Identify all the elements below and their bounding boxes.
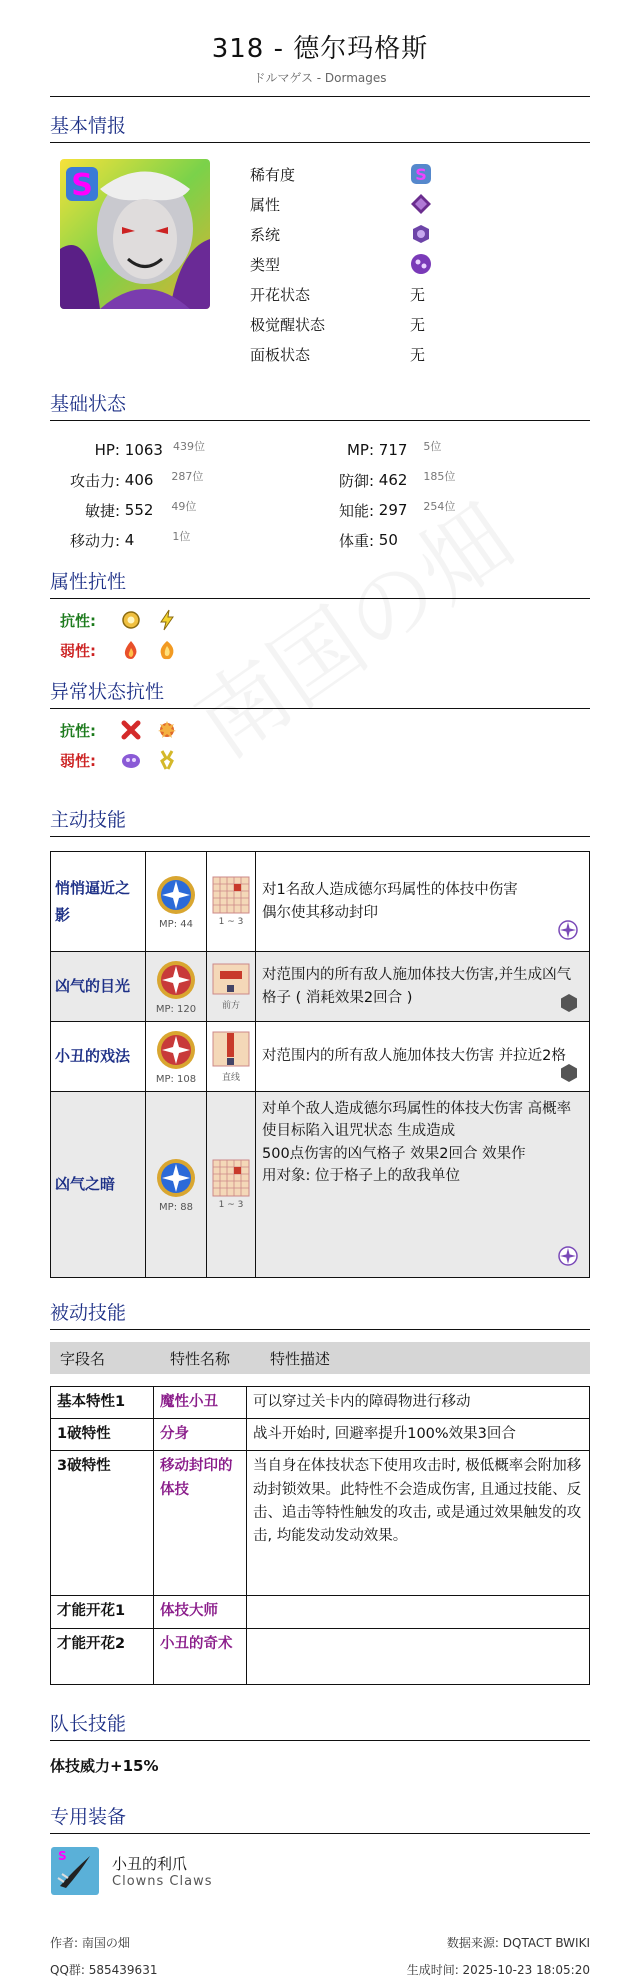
passive-row: 才能开花2 小丑的奇术 bbox=[51, 1628, 590, 1684]
monster-portrait bbox=[60, 159, 210, 309]
active-skill-table bbox=[50, 851, 590, 1278]
section-active-skills: 主动技能 bbox=[50, 805, 590, 837]
section-leader-skill: 队长技能 bbox=[50, 1709, 590, 1741]
attack-type-icon bbox=[557, 1245, 579, 1267]
header bbox=[50, 0, 590, 86]
skill-desc: 对1名敌人造成德尔玛属性的体技中伤害 偶尔使其移动封印 bbox=[256, 852, 590, 952]
elem-resist-row: 抗性: bbox=[60, 605, 590, 635]
stat-mp: MP: 717 5位 bbox=[346, 440, 442, 459]
svg-text:S: S bbox=[71, 168, 93, 203]
elem-res bbox=[50, 605, 590, 665]
footer-row-2 bbox=[50, 1961, 590, 1978]
stat-movement: 移动力: 4 1位 bbox=[69, 530, 191, 550]
skill-name: 凶气的目光 bbox=[51, 952, 146, 1022]
stat-attack: 攻击力: 406 287位 bbox=[69, 470, 204, 490]
divider bbox=[50, 96, 590, 97]
compass-blue-icon bbox=[155, 874, 197, 916]
range-grid-icon bbox=[212, 876, 250, 914]
skill-name: 小丑的戏法 bbox=[51, 1022, 146, 1092]
skill-name: 凶气之暗 bbox=[51, 1092, 146, 1278]
stat-weight: 体重: 50 bbox=[338, 531, 398, 550]
compass-blue-icon bbox=[155, 1157, 197, 1199]
lightning-element-icon bbox=[156, 609, 178, 631]
prop-bloom: 开花状态 无 bbox=[250, 285, 426, 304]
skill-range-cell: 1 ~ 3 bbox=[207, 852, 256, 952]
footer-row-1 bbox=[50, 1934, 590, 1951]
confuse-icon bbox=[156, 719, 178, 741]
passive-table bbox=[50, 1386, 590, 1685]
stat-intelligence: 知能: 297 254位 bbox=[338, 500, 456, 520]
stat-agility: 敏捷: 552 49位 bbox=[84, 500, 197, 520]
skill-row bbox=[51, 952, 590, 1022]
section-equipment: 专用装备 bbox=[50, 1802, 590, 1834]
section-elem-res: 属性抗性 bbox=[50, 567, 590, 599]
equipment-name-en: Clowns Claws bbox=[112, 1873, 213, 1889]
header-desc: 特性描述 bbox=[270, 1349, 331, 1368]
passive-row: 基本特性1 魔性小丑 可以穿过关卡内的障碍物进行移动 bbox=[51, 1387, 590, 1419]
skill-row bbox=[51, 1092, 590, 1278]
range-grid-icon bbox=[212, 1159, 250, 1197]
page-subtitle: ドルマゲス - Dormages bbox=[253, 71, 387, 85]
footer-qq: QQ群: 585439631 bbox=[50, 1962, 158, 1977]
equipment-name-cn: 小丑的利爪 bbox=[112, 1854, 188, 1873]
skill-row bbox=[51, 852, 590, 952]
light-element-icon bbox=[120, 609, 142, 631]
basic-info-props bbox=[250, 159, 432, 369]
page bbox=[50, 0, 590, 1978]
ailment-resist-row: 抗性: bbox=[60, 715, 590, 745]
prop-element: 属性 bbox=[250, 189, 432, 219]
basic-info bbox=[50, 159, 590, 369]
skill-desc: 对范围内的所有敌人施加体技大伤害 并拉近2格 bbox=[256, 1022, 590, 1092]
compass-red-icon bbox=[155, 959, 197, 1001]
skill-range-cell: 前方 bbox=[207, 952, 256, 1022]
demon-family-icon bbox=[410, 223, 432, 245]
range-grid-icon bbox=[212, 963, 250, 995]
skill-row bbox=[51, 1022, 590, 1092]
stat-hp: HP: 1063 439位 bbox=[94, 440, 205, 459]
skill-range-cell: 直线 bbox=[207, 1022, 256, 1092]
hexagon-icon bbox=[559, 993, 579, 1013]
section-ailment-res: 异常状态抗性 bbox=[50, 677, 590, 709]
section-passive-skills: 被动技能 bbox=[50, 1298, 590, 1330]
passive-row: 1破特性 分身 战斗开始时, 回避率提升100%效果3回合 bbox=[51, 1419, 590, 1451]
explosion-element-icon bbox=[156, 639, 178, 661]
skill-range-cell: 1 ~ 3 bbox=[207, 1092, 256, 1278]
skill-desc: 对范围内的所有敌人施加体技大伤害,并生成凶气格子 ( 消耗效果2回合 ) bbox=[256, 952, 590, 1022]
ailment-res bbox=[50, 715, 590, 775]
header-field: 字段名 bbox=[60, 1349, 106, 1368]
svg-text:S: S bbox=[58, 1848, 67, 1863]
skill-name: 悄悄逼近之影 bbox=[51, 852, 146, 952]
type-orb-icon bbox=[410, 253, 432, 275]
passive-row: 3破特性 移动封印的体技 当自身在体技状态下使用攻击时, 极低概率会附加移动封锁效果。此特性不会造成伤害, 且通过技能、反击、追击等特性触发的攻击, 或是通过效果触发的攻击, 均能发动发动效果。 bbox=[51, 1451, 590, 1596]
section-basic-info: 基本情报 bbox=[50, 111, 590, 143]
footer-generated: 生成时间: 2025-10-23 18:05:20 bbox=[406, 1962, 590, 1977]
prop-family: 系统 bbox=[250, 219, 432, 249]
prop-panel: 面板状态 无 bbox=[250, 345, 426, 364]
leader-skill-text: 体技威力+15% bbox=[50, 1756, 159, 1775]
ailment-weak-row: 弱性: bbox=[60, 745, 590, 775]
fire-element-icon bbox=[120, 639, 142, 661]
skill-mp-cell: MP: 44 bbox=[146, 852, 207, 952]
prop-type: 类型 bbox=[250, 249, 432, 279]
skill-mp-cell: MP: 108 bbox=[146, 1022, 207, 1092]
skill-mp-cell: MP: 88 bbox=[146, 1092, 207, 1278]
footer-source: 数据来源: DQTACT BWIKI bbox=[446, 1935, 590, 1950]
claw-weapon-icon bbox=[50, 1846, 100, 1896]
stats-grid bbox=[50, 435, 590, 555]
equipment-item bbox=[50, 1846, 590, 1896]
skill-mp-cell: MP: 120 bbox=[146, 952, 207, 1022]
curse-icon bbox=[120, 749, 142, 771]
page-title: 318 - 德尔玛格斯 bbox=[211, 34, 429, 64]
seal-x-icon bbox=[120, 719, 142, 741]
prop-awaken: 极觉醒状态 无 bbox=[250, 315, 426, 334]
paralysis-icon bbox=[156, 749, 178, 771]
attack-type-icon bbox=[557, 919, 579, 941]
prop-rarity: 稀有度 S bbox=[250, 159, 432, 189]
passive-row: 才能开花1 体技大师 bbox=[51, 1596, 590, 1628]
footer-author: 作者: 南国の畑 bbox=[50, 1935, 130, 1950]
compass-red-icon bbox=[155, 1029, 197, 1071]
section-basic-stats: 基础状态 bbox=[50, 389, 590, 421]
rarity-s-icon bbox=[410, 163, 432, 185]
skill-desc: 对单个敌人造成德尔玛属性的体技大伤害 高概率使目标陷入诅咒状态 生成造成 500点伤害的凶气格子 效果2回合 效果作 用对象: 位于格子上的敌我单位 bbox=[256, 1092, 590, 1278]
passive-header bbox=[50, 1342, 590, 1374]
range-grid-icon bbox=[212, 1031, 250, 1067]
svg-text:S: S bbox=[415, 165, 427, 184]
dolma-element-icon bbox=[410, 193, 432, 215]
stat-defense: 防御: 462 185位 bbox=[338, 470, 456, 490]
header-name: 特性名称 bbox=[170, 1349, 231, 1368]
elem-weak-row: 弱性: bbox=[60, 635, 590, 665]
hexagon-icon bbox=[559, 1063, 579, 1083]
